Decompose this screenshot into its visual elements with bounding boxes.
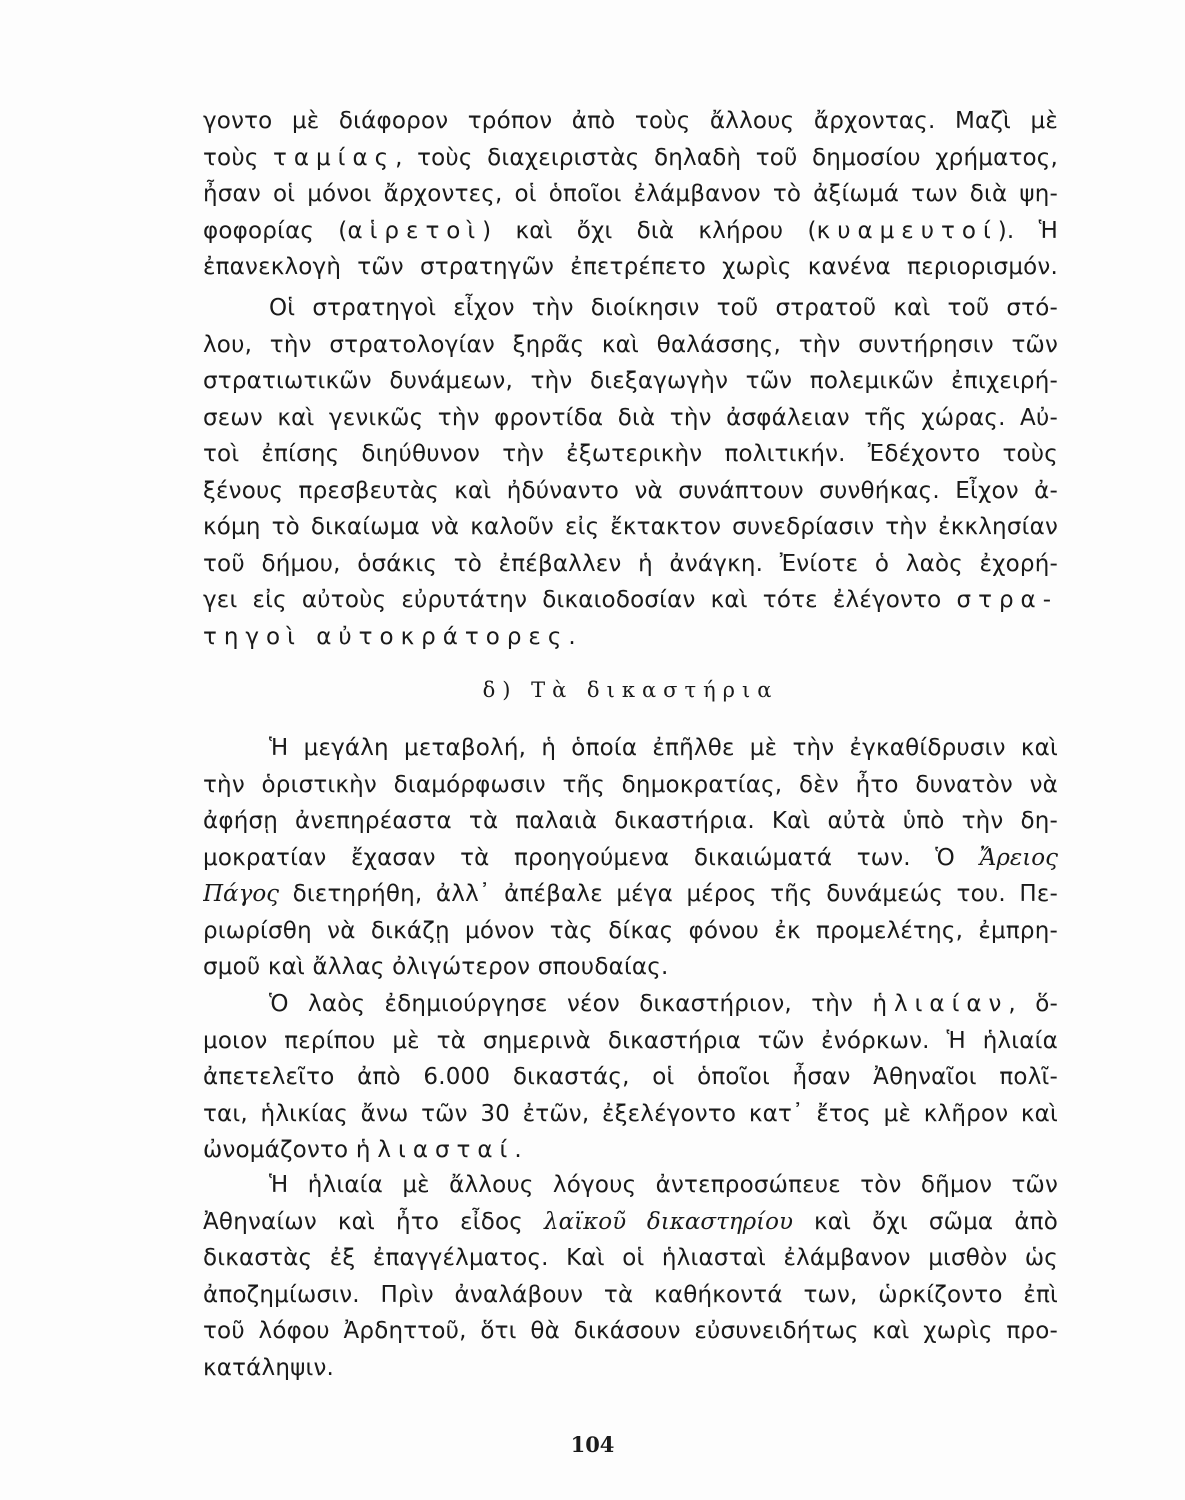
emphasis-airetoi: αἱρετοὶ — [347, 217, 483, 244]
text-line: γει εἰς αὐτοὺς εὐρυτάτην δικαιοδοσίαν καὶ τότε ἐλέγοντο στρα- — [203, 587, 1058, 613]
text-line: σμοῦ καὶ ἄλλας ὀλιγώτερον σπουδαίας. — [203, 954, 669, 980]
paragraph-1 — [203, 103, 1058, 286]
emphasis-heliaian: ἡλιαίαν — [872, 991, 1009, 1017]
text-line: τὴν ὁριστικὴν διαμόρφωσιν τῆς δημοκρατίας, δὲν ἦτο δυνατὸν νὰ — [203, 771, 1058, 798]
emphasis-strategoi-autokratores-part2: τηγοὶ αὐτοκράτορες — [203, 623, 569, 650]
emphasis-kyameutoi: κυαμευτοί — [816, 217, 998, 244]
text-line: δικαστὰς ἐξ ἐπαγγέλματος. Καὶ οἱ ἡλιασταὶ ἐλάμβανον μισθὸν ὡς — [203, 1245, 1058, 1271]
text-line: λου, τὴν στρατολογίαν ξηρᾶς καὶ θαλάσσης, τὴν συντήρησιν τῶν — [203, 331, 1058, 358]
text-line: τοῦ δήμου, ὁσάκις τὸ ἐπέβαλλεν ἡ ἀνάγκη. Ἐνίοτε ὁ λαὸς ἐχορή- — [203, 550, 1058, 577]
paragraph-5 — [203, 1167, 1058, 1386]
emphasis-heliastai: ἡλιασταί — [355, 1137, 515, 1163]
italic-pagos: Πάγος — [203, 881, 280, 907]
text-line: ἀπετελεῖτο ἀπὸ 6.000 δικαστάς, οἱ ὁποῖοι ἦσαν Ἀθηναῖοι πολῖ- — [203, 1064, 1058, 1090]
paragraph-3 — [203, 730, 1058, 986]
text-line: ἀποζημίωσιν. Πρὶν ἀναλάβουν τὰ καθήκοντά των, ὡρκίζοντο ἐπὶ — [203, 1281, 1058, 1308]
italic-areios: Ἄρειος — [979, 844, 1058, 871]
text-line: ἦσαν οἱ μόνοι ἄρχοντες, οἱ ὁποῖοι ἐλάμβανον τὸ ἀξίωμά των διὰ ψη- — [203, 181, 1058, 207]
text-line: τοὶ ἐπίσης διηύθυνον τὴν ἐξωτερικὴν πολιτικήν. Ἐδέχοντο τοὺς — [203, 441, 1058, 467]
section-heading: δ) Τὰ δικαστήρια — [482, 678, 779, 702]
text-line: τηγοὶ αὐτοκράτορες. — [203, 623, 576, 650]
text-line: Ὁ λαὸς ἐδημιούργησε νέον δικαστήριον, τὴν ἡλιαίαν, ὅ- — [269, 991, 1058, 1017]
text-line: κόμη τὸ δικαίωμα νὰ καλοῦν εἰς ἔκτακτον συνεδρίασιν τὴν ἐκκλησίαν — [203, 514, 1058, 540]
text-line: φοφορίας (αἱρετοὶ) καὶ ὄχι διὰ κλήρου (κυαμευτοί). Ἡ — [203, 217, 1058, 244]
italic-laikou-dikastiriou: λαϊκοῦ δικαστηρίου — [544, 1208, 793, 1235]
emphasis-tamias: ταμίας — [273, 144, 396, 171]
page-number: 104 — [570, 1432, 615, 1457]
text-line: ξένους πρεσβευτὰς καὶ ἠδύναντο νὰ συνάπτουν συνθήκας. Εἶχον ἀ- — [203, 477, 1058, 504]
text-line: γοντο μὲ διάφορον τρόπον ἀπὸ τοὺς ἄλλους ἄρχοντας. Μαζὶ μὲ — [203, 108, 1058, 134]
text-line: τοῦ λόφου Ἀρδηττοῦ, ὅτι θὰ δικάσουν εὐσυνειδήτως καὶ χωρὶς προ- — [203, 1318, 1058, 1344]
paragraph-4 — [203, 986, 1058, 1169]
text-line: σεων καὶ γενικῶς τὴν φροντίδα διὰ τὴν ἀσφάλειαν τῆς χώρας. Αὐ- — [203, 404, 1058, 431]
text-line: στρατιωτικῶν δυνάμεων, τὴν διεξαγωγὴν τῶν πολεμικῶν ἐπιχειρή- — [203, 368, 1058, 394]
text-line: ὠνομάζοντο ἡλιασταί. — [203, 1137, 522, 1163]
text-line: ἐπανεκλογὴ τῶν στρατηγῶν ἐπετρέπετο χωρὶς κανένα περιορισμόν. — [203, 254, 1058, 280]
text-line: κατάληψιν. — [203, 1354, 335, 1381]
text-line: μοκρατίαν ἔχασαν τὰ προηγούμενα δικαιώματά των. Ὁ Ἄρειος — [203, 844, 1058, 871]
text-line: ριωρίσθη νὰ δικάζῃ μόνον τὰς δίκας φόνου ἐκ προμελέτης, ἐμπρη- — [203, 917, 1058, 944]
text-line: Οἱ στρατηγοὶ εἶχον τὴν διοίκησιν τοῦ στρατοῦ καὶ τοῦ στό- — [269, 295, 1058, 321]
text-line: τοὺς ταμίας, τοὺς διαχειριστὰς δηλαδὴ τοῦ δημοσίου χρήματος, — [203, 144, 1058, 171]
paragraph-2 — [203, 290, 1058, 655]
text-line: Ἡ ἡλιαία μὲ ἄλλους λόγους ἀντεπροσώπευε τὸν δῆμον τῶν — [269, 1172, 1058, 1198]
text-line: Ἀθηναίων καὶ ἦτο εἶδος λαϊκοῦ δικαστηρίου καὶ ὄχι σῶμα ἀπὸ — [203, 1208, 1058, 1235]
text-line: ται, ἡλικίας ἄνω τῶν 30 ἐτῶν, ἐξελέγοντο κατ᾽ ἔτος μὲ κλῆρον καὶ — [203, 1100, 1058, 1127]
text-line: μοιον περίπου μὲ τὰ σημερινὰ δικαστήρια τῶν ἐνόρκων. Ἡ ἡλιαία — [203, 1027, 1058, 1054]
emphasis-strategoi-autokratores-part1: στρα- — [956, 587, 1058, 613]
text-line: ἀφήσῃ ἀνεπηρέαστα τὰ παλαιὰ δικαστήρια. Καὶ αὐτὰ ὑπὸ τὴν δη- — [203, 808, 1058, 834]
text-line: Ἡ μεγάλη μεταβολή, ἡ ὁποία ἐπῆλθε μὲ τὴν ἐγκαθίδρυσιν καὶ — [269, 735, 1058, 761]
text-line: Πάγος διετηρήθη, ἀλλ᾽ ἀπέβαλε μέγα μέρος τῆς δυνάμεώς του. Πε- — [203, 881, 1058, 907]
